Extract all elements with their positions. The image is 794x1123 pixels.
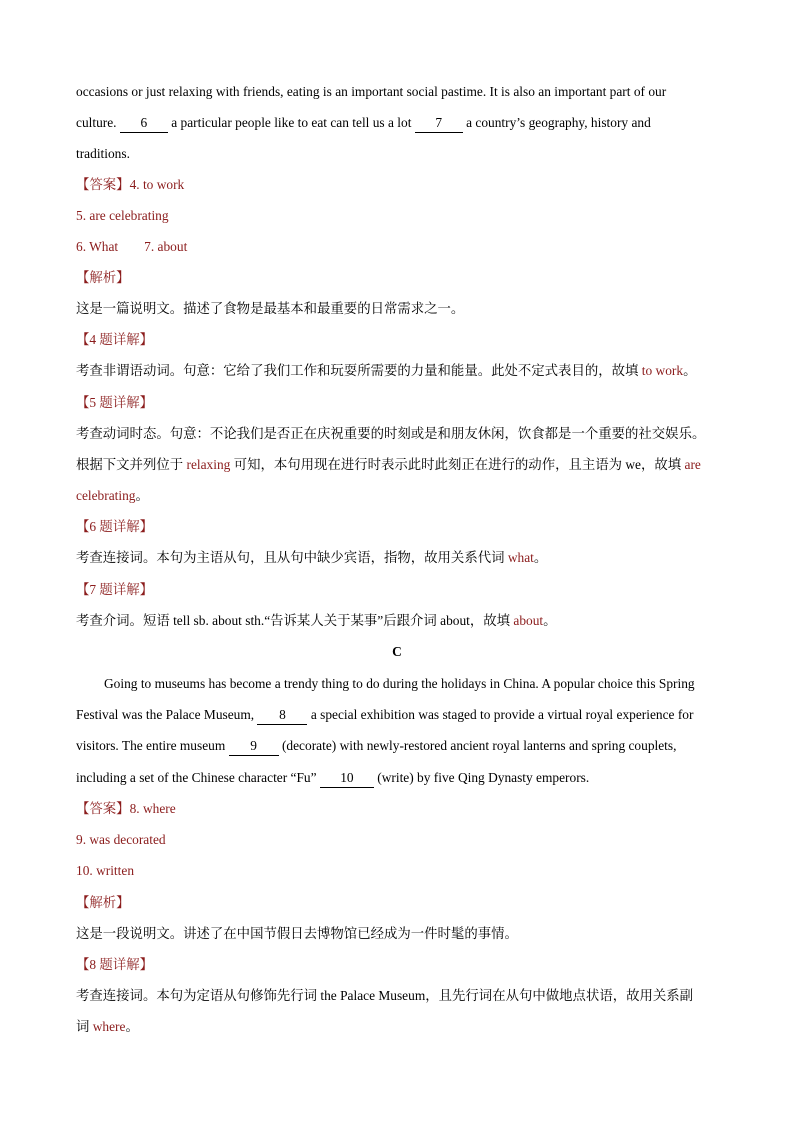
analysis-text: 这是一段说明文。讲述了在中国节假日去博物馆已经成为一件时髦的事情。 xyxy=(76,926,518,941)
passage-text: including a set of the Chinese character “Fu” xyxy=(76,770,320,785)
q6-text: 考查连接词。本句为主语从句，且从句中缺少宾语，指物，故用关系代词 xyxy=(76,550,508,565)
passage-text: occasions or just relaxing with friends, eating is an important social pastime. It is also an important part of our xyxy=(76,84,667,99)
passage-line xyxy=(76,145,130,163)
q6-heading: 【6 题详解】 xyxy=(76,519,153,534)
passage-text: a special exhibition was staged to provide a virtual royal experience for xyxy=(307,707,694,722)
blank-7: 7 xyxy=(415,114,463,133)
answer-10: 10. written xyxy=(76,863,135,878)
q5-answer: are xyxy=(684,457,701,472)
answer-heading: 【答案】 xyxy=(76,177,130,192)
passage-line: Going to museums has become a trendy thing to do during the holidays in China. A popular choice this Spring xyxy=(104,676,695,691)
passage-line xyxy=(76,114,651,133)
q4-text-end: 。 xyxy=(683,363,697,378)
q6-text-end: 。 xyxy=(533,550,548,565)
q5-explanation-line3 xyxy=(76,487,149,505)
answer-9: 9. was decorated xyxy=(76,832,166,847)
q5-text: 可知，本句用现在进行时表示此时此刻正在进行的动作，且主语为 we，故填 xyxy=(230,457,685,472)
q5-keyword: relaxing xyxy=(186,457,231,472)
q7-answer: about xyxy=(513,613,544,628)
q7-text-end: 。 xyxy=(543,613,557,628)
blank-10: 10 xyxy=(320,769,374,788)
q8-answer: where xyxy=(92,1019,126,1034)
answer-heading: 【答案】 xyxy=(76,801,130,816)
q5-answer: celebrating xyxy=(76,488,136,503)
answer-4: 4. to work xyxy=(129,177,185,192)
q7-explanation xyxy=(76,612,557,630)
answer-5: 5. are celebrating xyxy=(76,208,169,223)
answer-line xyxy=(76,800,176,818)
passage-text: culture. xyxy=(76,115,120,130)
passage-text: (write) by five Qing Dynasty emperors. xyxy=(373,770,590,785)
q5-explanation-line1: 考查动词时态。句意：不论我们是否正在庆祝重要的时刻或是和朋友休闲，饮食都是一个重要的社交娱乐。 xyxy=(76,426,706,441)
analysis-heading: 【解析】 xyxy=(76,895,130,910)
passage-text: traditions. xyxy=(76,146,130,161)
blank-6: 6 xyxy=(120,114,168,133)
q4-answer: to work xyxy=(641,363,684,378)
passage-text: a country’s geography, history and xyxy=(462,115,651,130)
blank-8: 8 xyxy=(257,706,307,725)
q6-explanation xyxy=(76,549,547,567)
q4-heading: 【4 题详解】 xyxy=(76,332,153,347)
answer-7: 7. about xyxy=(144,239,188,254)
section-c-title: C xyxy=(392,644,402,659)
q8-text: 词 xyxy=(76,1019,93,1034)
passage-line xyxy=(76,769,589,788)
q7-heading: 【7 题详解】 xyxy=(76,582,153,597)
q8-heading: 【8 题详解】 xyxy=(76,957,153,972)
passage-text: a particular people like to eat can tell us a lot xyxy=(167,115,415,130)
q4-text: 考查非谓语动词。句意：它给了我们工作和玩耍所需要的力量和能量。此处不定式表目的，故填 xyxy=(76,363,642,378)
answer-8: 8. where xyxy=(129,801,176,816)
passage-text: (decorate) with newly-restored ancient royal lanterns and spring couplets, xyxy=(278,738,677,753)
passage-line xyxy=(76,706,693,725)
q5-text: 根据下文并列位于 xyxy=(76,457,187,472)
q5-explanation-line2 xyxy=(76,456,701,474)
blank-9: 9 xyxy=(229,737,279,756)
passage-line xyxy=(76,737,676,756)
q8-explanation-line2 xyxy=(76,1018,139,1036)
analysis-text: 这是一篇说明文。描述了食物是最基本和最重要的日常需求之一。 xyxy=(76,301,465,316)
q8-explanation-line1: 考查连接词。本句为定语从句修饰先行词 the Palace Museum，且先行词在从句中做地点状语，故用关系副 xyxy=(76,988,694,1003)
analysis-heading: 【解析】 xyxy=(76,270,130,285)
passage-text: Festival was the Palace Museum, xyxy=(76,707,258,722)
q7-text: 考查介词。短语 tell sb. about sth.“告诉某人关于某事”后跟介词 about，故填 xyxy=(76,613,514,628)
q6-answer: what xyxy=(507,550,534,565)
q8-text-end: 。 xyxy=(125,1019,139,1034)
passage-text: visitors. The entire museum xyxy=(76,738,229,753)
q4-explanation xyxy=(76,362,696,380)
q5-text-end: 。 xyxy=(135,488,149,503)
answer-6: 6. What xyxy=(76,239,119,254)
q5-heading: 【5 题详解】 xyxy=(76,395,153,410)
answer-line xyxy=(76,238,187,256)
answer-line xyxy=(76,176,184,194)
passage-line xyxy=(76,83,666,101)
